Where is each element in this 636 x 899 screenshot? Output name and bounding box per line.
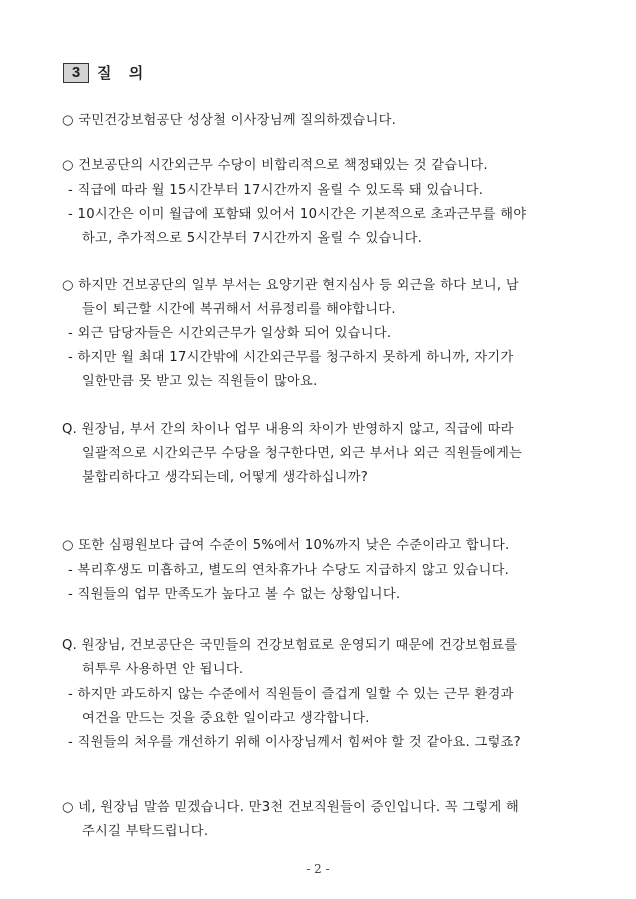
text-line: 일한만큼 못 받고 있는 직원들이 많아요. bbox=[82, 374, 318, 389]
text-line: 허투루 사용하면 안 됩니다. bbox=[82, 662, 244, 677]
text-line: - 직원들의 처우를 개선하기 위해 이사장님께서 힘써야 할 것 같아요. 그렇죠? bbox=[68, 735, 521, 750]
text-line: ○ 네, 원장님 말씀 믿겠습니다. 만3천 건보직원들이 증인입니다. 꼭 그렇게 해 bbox=[62, 800, 520, 815]
text-line: 여건을 만드는 것을 중요한 일이라고 생각합니다. bbox=[82, 711, 370, 726]
text-line: 불합리하다고 생각되는데, 어떻게 생각하십니까? bbox=[82, 470, 369, 485]
section-title: 질 의 bbox=[97, 64, 150, 82]
text-line: - 외근 담당자들은 시간외근무가 일상화 되어 있습니다. bbox=[68, 326, 392, 341]
text-line: - 10시간은 이미 월급에 포함돼 있어서 10시간은 기본적으로 초과근무를 해야 bbox=[68, 207, 527, 222]
text-line: Q. 원장님, 건보공단은 국민들의 건강보험료로 운영되기 때문에 건강보험료를 bbox=[62, 638, 518, 653]
text-line: ○ 국민건강보험공단 성상철 이사장님께 질의하겠습니다. bbox=[62, 113, 397, 128]
text-line: - 복리후생도 미흡하고, 별도의 연차휴가나 수당도 지급하지 않고 있습니다. bbox=[68, 563, 510, 578]
text-line: 들이 퇴근할 시간에 복귀해서 서류정리를 해야합니다. bbox=[82, 302, 396, 317]
text-line: ○ 건보공단의 시간외근무 수당이 비합리적으로 책정돼있는 것 같습니다. bbox=[62, 158, 488, 173]
text-line: Q. 원장님, 부서 간의 차이나 업무 내용의 차이가 반영하지 않고, 직급에 따라 bbox=[62, 422, 514, 437]
text-line: ○ 또한 심평원보다 급여 수준이 5%에서 10%까지 낮은 수준이라고 합니다. bbox=[62, 538, 510, 553]
page-number: - 2 - bbox=[306, 862, 330, 876]
text-line: - 하지만 월 최대 17시간밖에 시간외근무를 청구하지 못하게 하니까, 자기가 bbox=[68, 350, 514, 365]
text-line: - 하지만 과도하지 않는 수준에서 직원들이 즐겁게 일할 수 있는 근무 환경과 bbox=[68, 687, 514, 702]
text-line: ○ 하지만 건보공단의 일부 부서는 요양기관 현지심사 등 외근을 하다 보니, 남 bbox=[62, 278, 519, 293]
text-line: - 직급에 따라 월 15시간부터 17시간까지 올릴 수 있도록 돼 있습니다. bbox=[68, 183, 484, 198]
section-number-box: 3 bbox=[63, 63, 89, 83]
text-line: 주시길 부탁드립니다. bbox=[82, 824, 209, 839]
text-line: 하고, 추가적으로 5시간부터 7시간까지 올릴 수 있습니다. bbox=[82, 231, 423, 246]
section-heading bbox=[63, 62, 149, 83]
text-line: 일괄적으로 시간외근무 수당을 청구한다면, 외근 부서나 외근 직원들에게는 bbox=[82, 446, 523, 461]
text-line: - 직원들의 업무 만족도가 높다고 볼 수 없는 상황입니다. bbox=[68, 587, 401, 602]
